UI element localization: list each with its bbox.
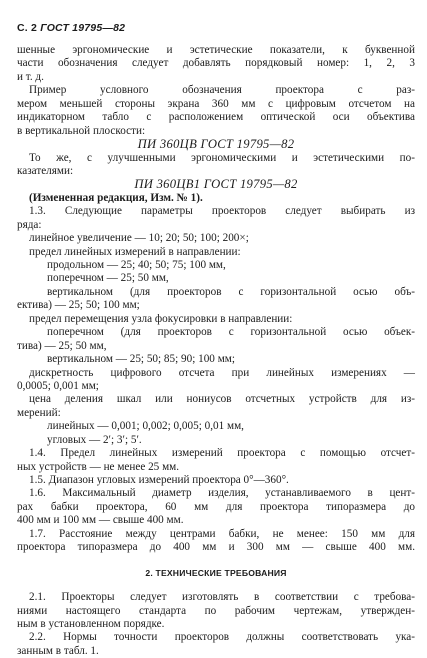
text-line: 400 мм и 100 мм — свыше 400 мм. <box>17 514 184 527</box>
list-item: вертикальном (для проекторов с горизонтальной осью объ- <box>47 285 415 298</box>
text-line: рах бабки проектора, 60 мм для проектора типоразмера до <box>17 500 415 513</box>
text-line: 0,0005; 0,001 мм; <box>17 379 99 392</box>
text-line: ных устройств — не менее 25 мм. <box>17 460 180 473</box>
section-title: 2. ТЕХНИЧЕСКИЕ ТРЕБОВАНИЯ <box>145 567 287 578</box>
text-line: ряда: <box>17 218 42 231</box>
text-line: ным в установленном порядке. <box>17 617 165 630</box>
list-item: предел перемещения узла фокусировки в направлении: <box>29 312 293 325</box>
text-line: казателями: <box>17 164 74 177</box>
text-line: мером меньшей стороны экрана 360 мм с цифровым отсчетом на <box>17 97 415 110</box>
clause-1-3: 1.3. Следующие параметры проекторов следует выбирать из <box>29 205 415 218</box>
text-line: индикаторном табло с расположением оптической оси объектива <box>17 111 415 124</box>
clause-1-5: 1.5. Диапазон угловых измерений проектора 0°—360°. <box>29 474 289 486</box>
designation-example: ПИ 360ЦВ1 ГОСТ 19795—82 <box>134 177 298 192</box>
clause-1-6: 1.6. Максимальный диаметр изделия, устанавливаемого в цент- <box>29 487 415 500</box>
clause-2-2: 2.2. Нормы точности проекторов должны соответствовать ука- <box>29 631 415 644</box>
example-intro-line: Пример условного обозначения проектора с раз- <box>29 84 415 97</box>
list-item: цена деления шкал или нониусов отсчетных устройств для из- <box>29 393 415 406</box>
page-number: С. 2 <box>17 22 38 34</box>
list-item: предел линейных измерений в направлении: <box>29 245 241 258</box>
text-line: занным в табл. 1. <box>17 644 99 657</box>
clause-1-7: 1.7. Расстояние между центрами бабки, не менее: 150 мм для <box>29 527 415 540</box>
list-item: угловых — 2′; 3′; 5′. <box>47 433 142 446</box>
amendment-note: (Измененная редакция, Изм. № 1). <box>29 191 203 204</box>
text-line: в вертикальной плоскости: <box>17 124 146 137</box>
page-header <box>17 22 125 34</box>
text-line: и т. д. <box>17 70 44 83</box>
clause-2-1: 2.1. Проекторы следует изготовлять в соответствии с требова- <box>29 591 415 604</box>
text-line: мерений: <box>17 406 61 419</box>
standard-number: ГОСТ 19795—82 <box>40 22 126 34</box>
designation-example: ПИ 360ЦВ ГОСТ 19795—82 <box>137 137 295 152</box>
text-line: То же, с улучшенными эргономическими и эстетическими по- <box>29 151 415 164</box>
text-line: части обозначения следует добавлять порядковый номер: 1, 2, 3 <box>17 57 415 70</box>
body-text <box>17 44 415 658</box>
text-line: шенные эргономические и эстетические показатели, к буквенной <box>17 44 415 56</box>
text-line: тива) — 25; 50 мм, <box>17 339 107 352</box>
list-item: вертикальном — 25; 50; 85; 90; 100 мм; <box>47 353 235 366</box>
list-item: дискретность цифрового отсчета при линейных измерениях — <box>29 366 415 379</box>
text-line: ниями настоящего стандарта по рабочим чертежам, утвержден- <box>17 604 415 617</box>
list-item: поперечном — 25; 50 мм, <box>47 272 169 285</box>
clause-1-4: 1.4. Предел линейных измерений проектора с помощью отсчет- <box>29 447 415 460</box>
list-item: поперечном (для проекторов с горизонтальной осью объек- <box>47 326 415 339</box>
list-item: линейных — 0,001; 0,002; 0,005; 0,01 мм, <box>47 420 244 433</box>
list-item: продольном — 25; 40; 50; 75; 100 мм, <box>47 259 226 271</box>
text-line: ектива) — 25; 50; 100 мм; <box>17 299 140 312</box>
list-item: линейное увеличение — 10; 20; 50; 100; 200×; <box>29 232 249 245</box>
text-line: проектора типоразмера до 400 мм и 300 мм — свыше 400 мм. <box>17 541 415 554</box>
